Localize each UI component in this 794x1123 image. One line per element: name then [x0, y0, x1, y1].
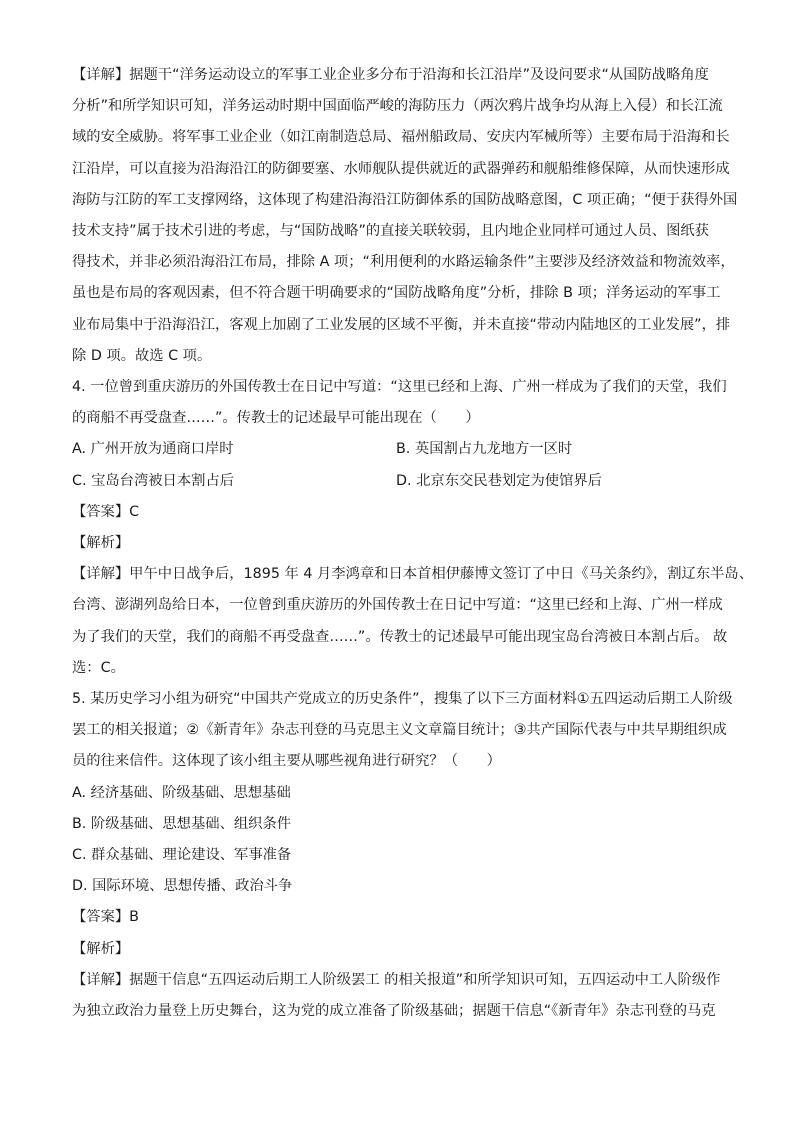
q5-stem: [72, 684, 738, 778]
text-line: 为了我们的天堂，我们的商船不再受盘查……”。传教士的记述最早可能出现宝岛台湾被日本割占后。 故: [72, 628, 728, 645]
q4-detail: [72, 559, 754, 684]
question-stem-line: 员的往来信件。这体现了该小组主要从哪些视角进行研究？（ ）: [72, 753, 501, 770]
option-d: D. 北京东交民巷划定为使馆界后: [396, 472, 602, 489]
text-line: 域的安全威胁。将军事工业企业（如江南制造总局、福州船政局、安庆内军械所等）主要布局于沿海和长: [72, 129, 730, 146]
text-line: 分析”和所学知识可知，洋务运动时期中国面临严峻的海防压力（两次鸦片战争均从海上入侵）和长江流: [72, 98, 723, 115]
text-line: 台湾、澎湖列岛给日本，一位曾到重庆游历的外国传教士在日记中写道：“这里已经和上海、广州一样成: [72, 597, 723, 614]
option-c: C. 群众基础、理论建设、军事准备: [72, 847, 292, 864]
question-stem-line: 的商船不再受盘查……”。传教士的记述最早可能出现在（ ）: [72, 410, 480, 427]
text-line: 海防与江防的军工支撑网络，这体现了构建沿海沿江防御体系的国防战略意图，C 项正确；“便于获得外国: [72, 191, 738, 208]
text-line: 虽也是布局的客观因素，但不符合题干明确要求的“国防战略角度”分析，排除 B 项；洋务运动的军事工: [72, 285, 721, 302]
question-stem-line: 罢工的相关报道；②《新青年》杂志刊登的马克思主义文章篇目统计；③共产国际代表与中共早期组织成: [72, 722, 727, 739]
option-a: A. 经济基础、阶级基础、思想基础: [72, 784, 291, 801]
option-c: C. 宝岛台湾被日本割占后: [72, 472, 235, 489]
q4-analysis-heading: 【解析】: [72, 535, 130, 552]
q5-answer: 【答案】B: [72, 909, 139, 926]
option-d: D. 国际环境、思想传播、政治斗争: [72, 878, 293, 895]
text-line: 【详解】甲午中日战争后，1895 年 4 月李鸿章和日本首相伊藤博文签订了中日《马关条约》，割辽东半岛、: [72, 566, 754, 583]
q4-options-row: [72, 466, 738, 497]
text-line: 选：C。: [72, 659, 125, 676]
text-line: 为独立政治力量登上历史舞台，这为党的成立准备了阶级基础；据题干信息“《新青年》杂志刊登的马克: [72, 1003, 716, 1020]
q3-detail: [72, 60, 738, 372]
text-line: 除 D 项。故选 C 项。: [72, 347, 212, 364]
option-a: A. 广州开放为通商口岸时: [72, 441, 234, 458]
text-line: 业布局集中于沿海沿江，客观上加剧了工业发展的区域不平衡，并未直接“带动内陆地区的工业发展”，排: [72, 316, 731, 333]
text-line: 江沿岸，可以直接为沿海沿江的防御要塞、水师舰队提供就近的武器弹药和舰船维修保障，从而快速形成: [72, 160, 730, 177]
q4-stem: [72, 372, 738, 434]
option-b: B. 阶级基础、思想基础、组织条件: [72, 815, 292, 832]
q5-analysis-heading: 【解析】: [72, 940, 130, 957]
text-line: 【详解】据题干“洋务运动设立的军事工业企业多分布于沿海和长江沿岸”及设问要求“从国防战略角度: [72, 67, 709, 83]
option-b: B. 英国割占九龙地方一区时: [396, 441, 573, 458]
question-stem-line: 5. 某历史学习小组为研究“中国共产党成立的历史条件”，搜集了以下三方面材料①五四运动后期工人阶级: [72, 691, 733, 708]
q5-detail: [72, 965, 738, 1027]
text-line: 技术支持”属于技术引进的考虑，与“国防战略”的直接关联较弱，且内地企业同样可通过人员、图纸获: [72, 223, 709, 240]
text-line: 得技术，并非必须沿海沿江布局，排除 A 项；“利用便利的水路运输条件”主要涉及经济效益和物流效率，: [72, 254, 735, 271]
document-page: [72, 60, 754, 1027]
text-line: 【详解】据题干信息“五四运动后期工人阶级罢工 的相关报道”和所学知识可知，五四运动中工人阶级作: [72, 971, 721, 988]
q4-answer: 【答案】C: [72, 503, 140, 520]
question-stem-line: 4. 一位曾到重庆游历的外国传教士在日记中写道：“这里已经和上海、广州一样成为了我们的天堂，我们: [72, 379, 727, 396]
q4-options-row: [72, 434, 738, 465]
